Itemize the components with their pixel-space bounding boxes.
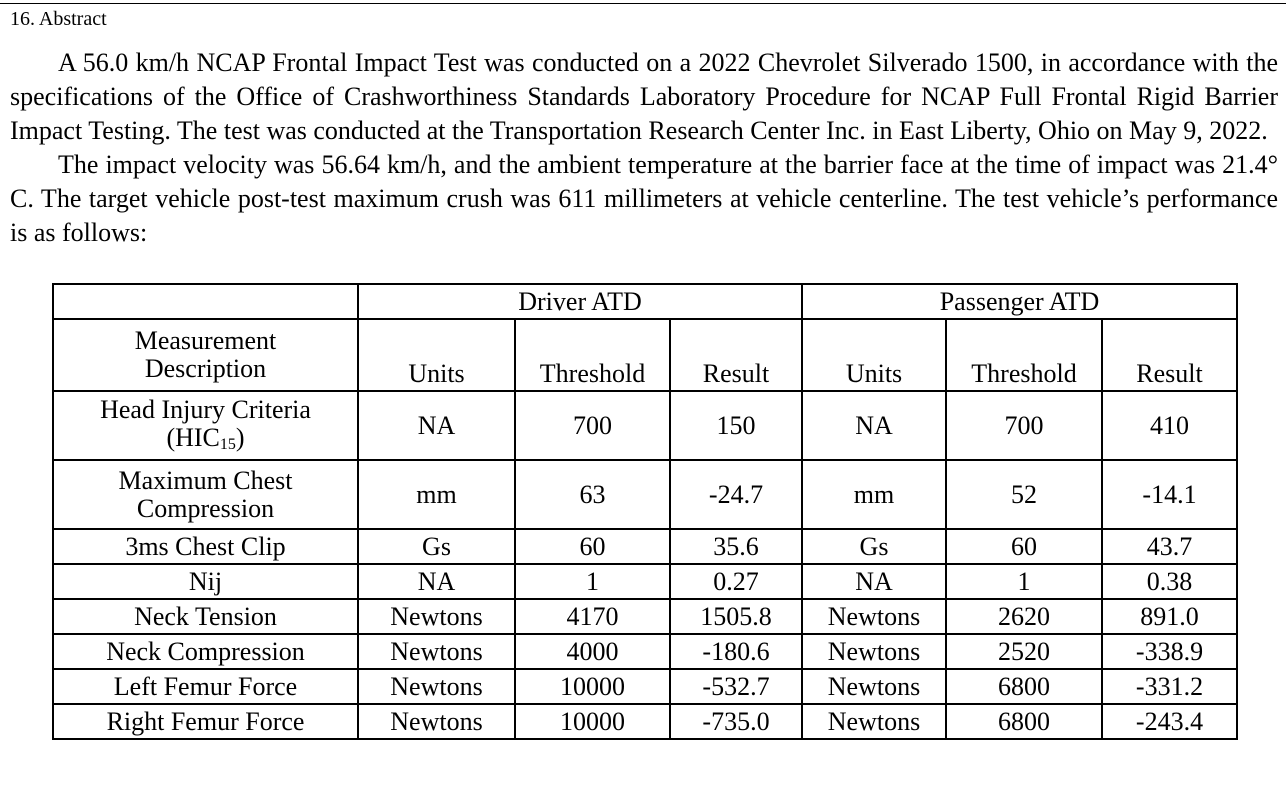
hic-driver-units: NA [358, 391, 515, 460]
row-label: Left Femur Force [53, 669, 358, 704]
passenger-units-cell: Newtons [802, 634, 946, 669]
column-header-row [53, 319, 1237, 391]
abstract-paragraph-2: The impact velocity was 56.64 km/h, and the ambient temperature at the barrier face at the time of impact was 21.4° C. The target vehicle post-test maximum crush was 611 millimeters at vehicle centerline. The test vehicle’s performance is as follows: [10, 150, 1278, 247]
driver-threshold-cell: 4170 [515, 599, 670, 634]
driver-threshold-cell: 1 [515, 564, 670, 599]
table-row [53, 564, 1237, 599]
passenger-result-cell: -243.4 [1102, 704, 1237, 739]
driver-threshold-cell: 10000 [515, 704, 670, 739]
row-label: Neck Compression [53, 634, 358, 669]
passenger-result-cell: 43.7 [1102, 529, 1237, 564]
driver-threshold-header: Threshold [515, 319, 670, 391]
passenger-result-cell: -338.9 [1102, 634, 1237, 669]
driver-units-cell: Gs [358, 529, 515, 564]
chest-compression-driver-threshold: 63 [515, 460, 670, 529]
row-label: 3ms Chest Clip [53, 529, 358, 564]
hic-label-suffix: ) [235, 422, 245, 452]
driver-result-cell: -532.7 [670, 669, 802, 704]
abstract-body [10, 46, 1278, 250]
hic-label-line1: Head Injury Criteria [100, 394, 311, 424]
passenger-result-cell: -331.2 [1102, 669, 1237, 704]
driver-units-cell: Newtons [358, 599, 515, 634]
table-row [53, 599, 1237, 634]
table-row [53, 529, 1237, 564]
driver-result-cell: 0.27 [670, 564, 802, 599]
passenger-threshold-cell: 2520 [946, 634, 1102, 669]
top-rule [0, 3, 1286, 4]
hic-driver-result: 150 [670, 391, 802, 460]
passenger-units-header: Units [802, 319, 946, 391]
chest-compression-label-line2: Compression [136, 493, 275, 523]
hic-driver-threshold: 700 [515, 391, 670, 460]
hic-passenger-threshold: 700 [946, 391, 1102, 460]
hic-label-prefix: (HIC [166, 422, 220, 452]
table-row [53, 704, 1237, 739]
measurement-header-line2: Description [144, 354, 267, 383]
section-label: 16. Abstract [10, 8, 107, 30]
chest-compression-driver-result: -24.7 [670, 460, 802, 529]
driver-units-cell: Newtons [358, 669, 515, 704]
passenger-units-cell: Newtons [802, 669, 946, 704]
chest-compression-passenger-units: mm [802, 460, 946, 529]
results-table [52, 283, 1238, 740]
passenger-units-cell: Newtons [802, 599, 946, 634]
passenger-result-header: Result [1102, 319, 1237, 391]
row-label: Neck Tension [53, 599, 358, 634]
hic-label [53, 391, 358, 460]
passenger-threshold-cell: 6800 [946, 669, 1102, 704]
driver-result-cell: -180.6 [670, 634, 802, 669]
passenger-units-cell: Newtons [802, 704, 946, 739]
measurement-header-line1: Measurement [134, 326, 277, 355]
driver-units-cell: Newtons [358, 634, 515, 669]
table-row-chest-compression [53, 460, 1237, 529]
hic-label-subscript: 15 [219, 435, 236, 453]
passenger-threshold-cell: 60 [946, 529, 1102, 564]
driver-threshold-cell: 60 [515, 529, 670, 564]
row-label: Right Femur Force [53, 704, 358, 739]
driver-units-header: Units [358, 319, 515, 391]
driver-result-cell: 1505.8 [670, 599, 802, 634]
passenger-threshold-cell: 6800 [946, 704, 1102, 739]
driver-result-cell: 35.6 [670, 529, 802, 564]
chest-compression-passenger-threshold: 52 [946, 460, 1102, 529]
table-row-hic [53, 391, 1237, 460]
row-label: Nij [53, 564, 358, 599]
table-row [53, 669, 1237, 704]
passenger-units-cell: Gs [802, 529, 946, 564]
abstract-paragraph-1: A 56.0 km/h NCAP Frontal Impact Test was conducted on a 2022 Chevrolet Silverado 1500, in accordance with the specifications of the Office of Crashworthiness Standards Laboratory Procedure for NCAP Full Frontal Rigid Barrier Impact Testing. The test was conducted at the Transportation Research Center Inc. in East Liberty, Ohio on May 9, 2022. [10, 48, 1278, 145]
group-header-row [53, 284, 1237, 319]
driver-result-cell: -735.0 [670, 704, 802, 739]
driver-atd-header: Driver ATD [358, 284, 802, 319]
driver-units-cell: NA [358, 564, 515, 599]
passenger-threshold-header: Threshold [946, 319, 1102, 391]
passenger-threshold-cell: 1 [946, 564, 1102, 599]
hic-passenger-result: 410 [1102, 391, 1237, 460]
passenger-threshold-cell: 2620 [946, 599, 1102, 634]
chest-compression-label-line1: Maximum Chest [118, 465, 293, 495]
passenger-units-cell: NA [802, 564, 946, 599]
passenger-result-cell: 0.38 [1102, 564, 1237, 599]
hic-passenger-units: NA [802, 391, 946, 460]
passenger-atd-header: Passenger ATD [802, 284, 1237, 319]
chest-compression-label [53, 460, 358, 529]
empty-header-cell [53, 284, 358, 319]
driver-result-header: Result [670, 319, 802, 391]
passenger-result-cell: 891.0 [1102, 599, 1237, 634]
chest-compression-driver-units: mm [358, 460, 515, 529]
driver-threshold-cell: 4000 [515, 634, 670, 669]
table-row [53, 634, 1237, 669]
driver-threshold-cell: 10000 [515, 669, 670, 704]
chest-compression-passenger-result: -14.1 [1102, 460, 1237, 529]
driver-units-cell: Newtons [358, 704, 515, 739]
measurement-description-header [53, 319, 358, 391]
